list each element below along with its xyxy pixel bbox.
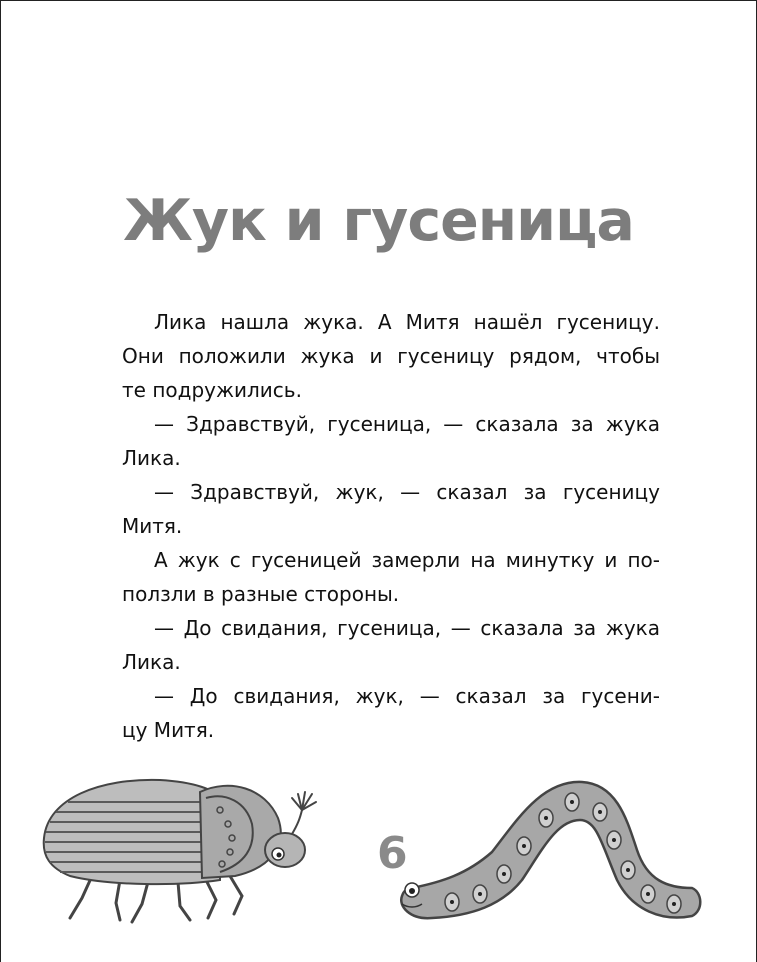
text-line: — До свидания, жук, — сказал за гусени- xyxy=(154,684,660,708)
text-line: цу Митя. xyxy=(122,718,215,742)
text-line: А жук с гусеницей замерли на минутку и по- xyxy=(154,548,660,572)
text-line: Они положили жука и гусеницу рядом, чтобы xyxy=(122,344,660,368)
page-border-left xyxy=(0,0,1,962)
story-title: Жук и гусеница xyxy=(123,188,634,254)
text-line: — Здравствуй, гусеница, — сказала за жука xyxy=(154,412,660,436)
story-text xyxy=(122,305,660,747)
page-number: 6 xyxy=(377,828,408,879)
text-line: Лика нашла жука. А Митя нашёл гусеницу. xyxy=(154,310,660,334)
text-line: — До свидания, гусеница, — сказала за жука xyxy=(154,616,660,640)
text-line: те подружились. xyxy=(122,378,302,402)
text-line: Лика. xyxy=(122,446,181,470)
text-line: — Здравствуй, жук, — сказал за гусеницу xyxy=(154,480,660,504)
beetle-illustration xyxy=(30,768,340,933)
text-line: Митя. xyxy=(122,514,183,538)
text-line: ползли в разные стороны. xyxy=(122,582,400,606)
text-line: Лика. xyxy=(122,650,181,674)
caterpillar-illustration xyxy=(392,770,707,925)
page-border-top xyxy=(0,0,757,1)
